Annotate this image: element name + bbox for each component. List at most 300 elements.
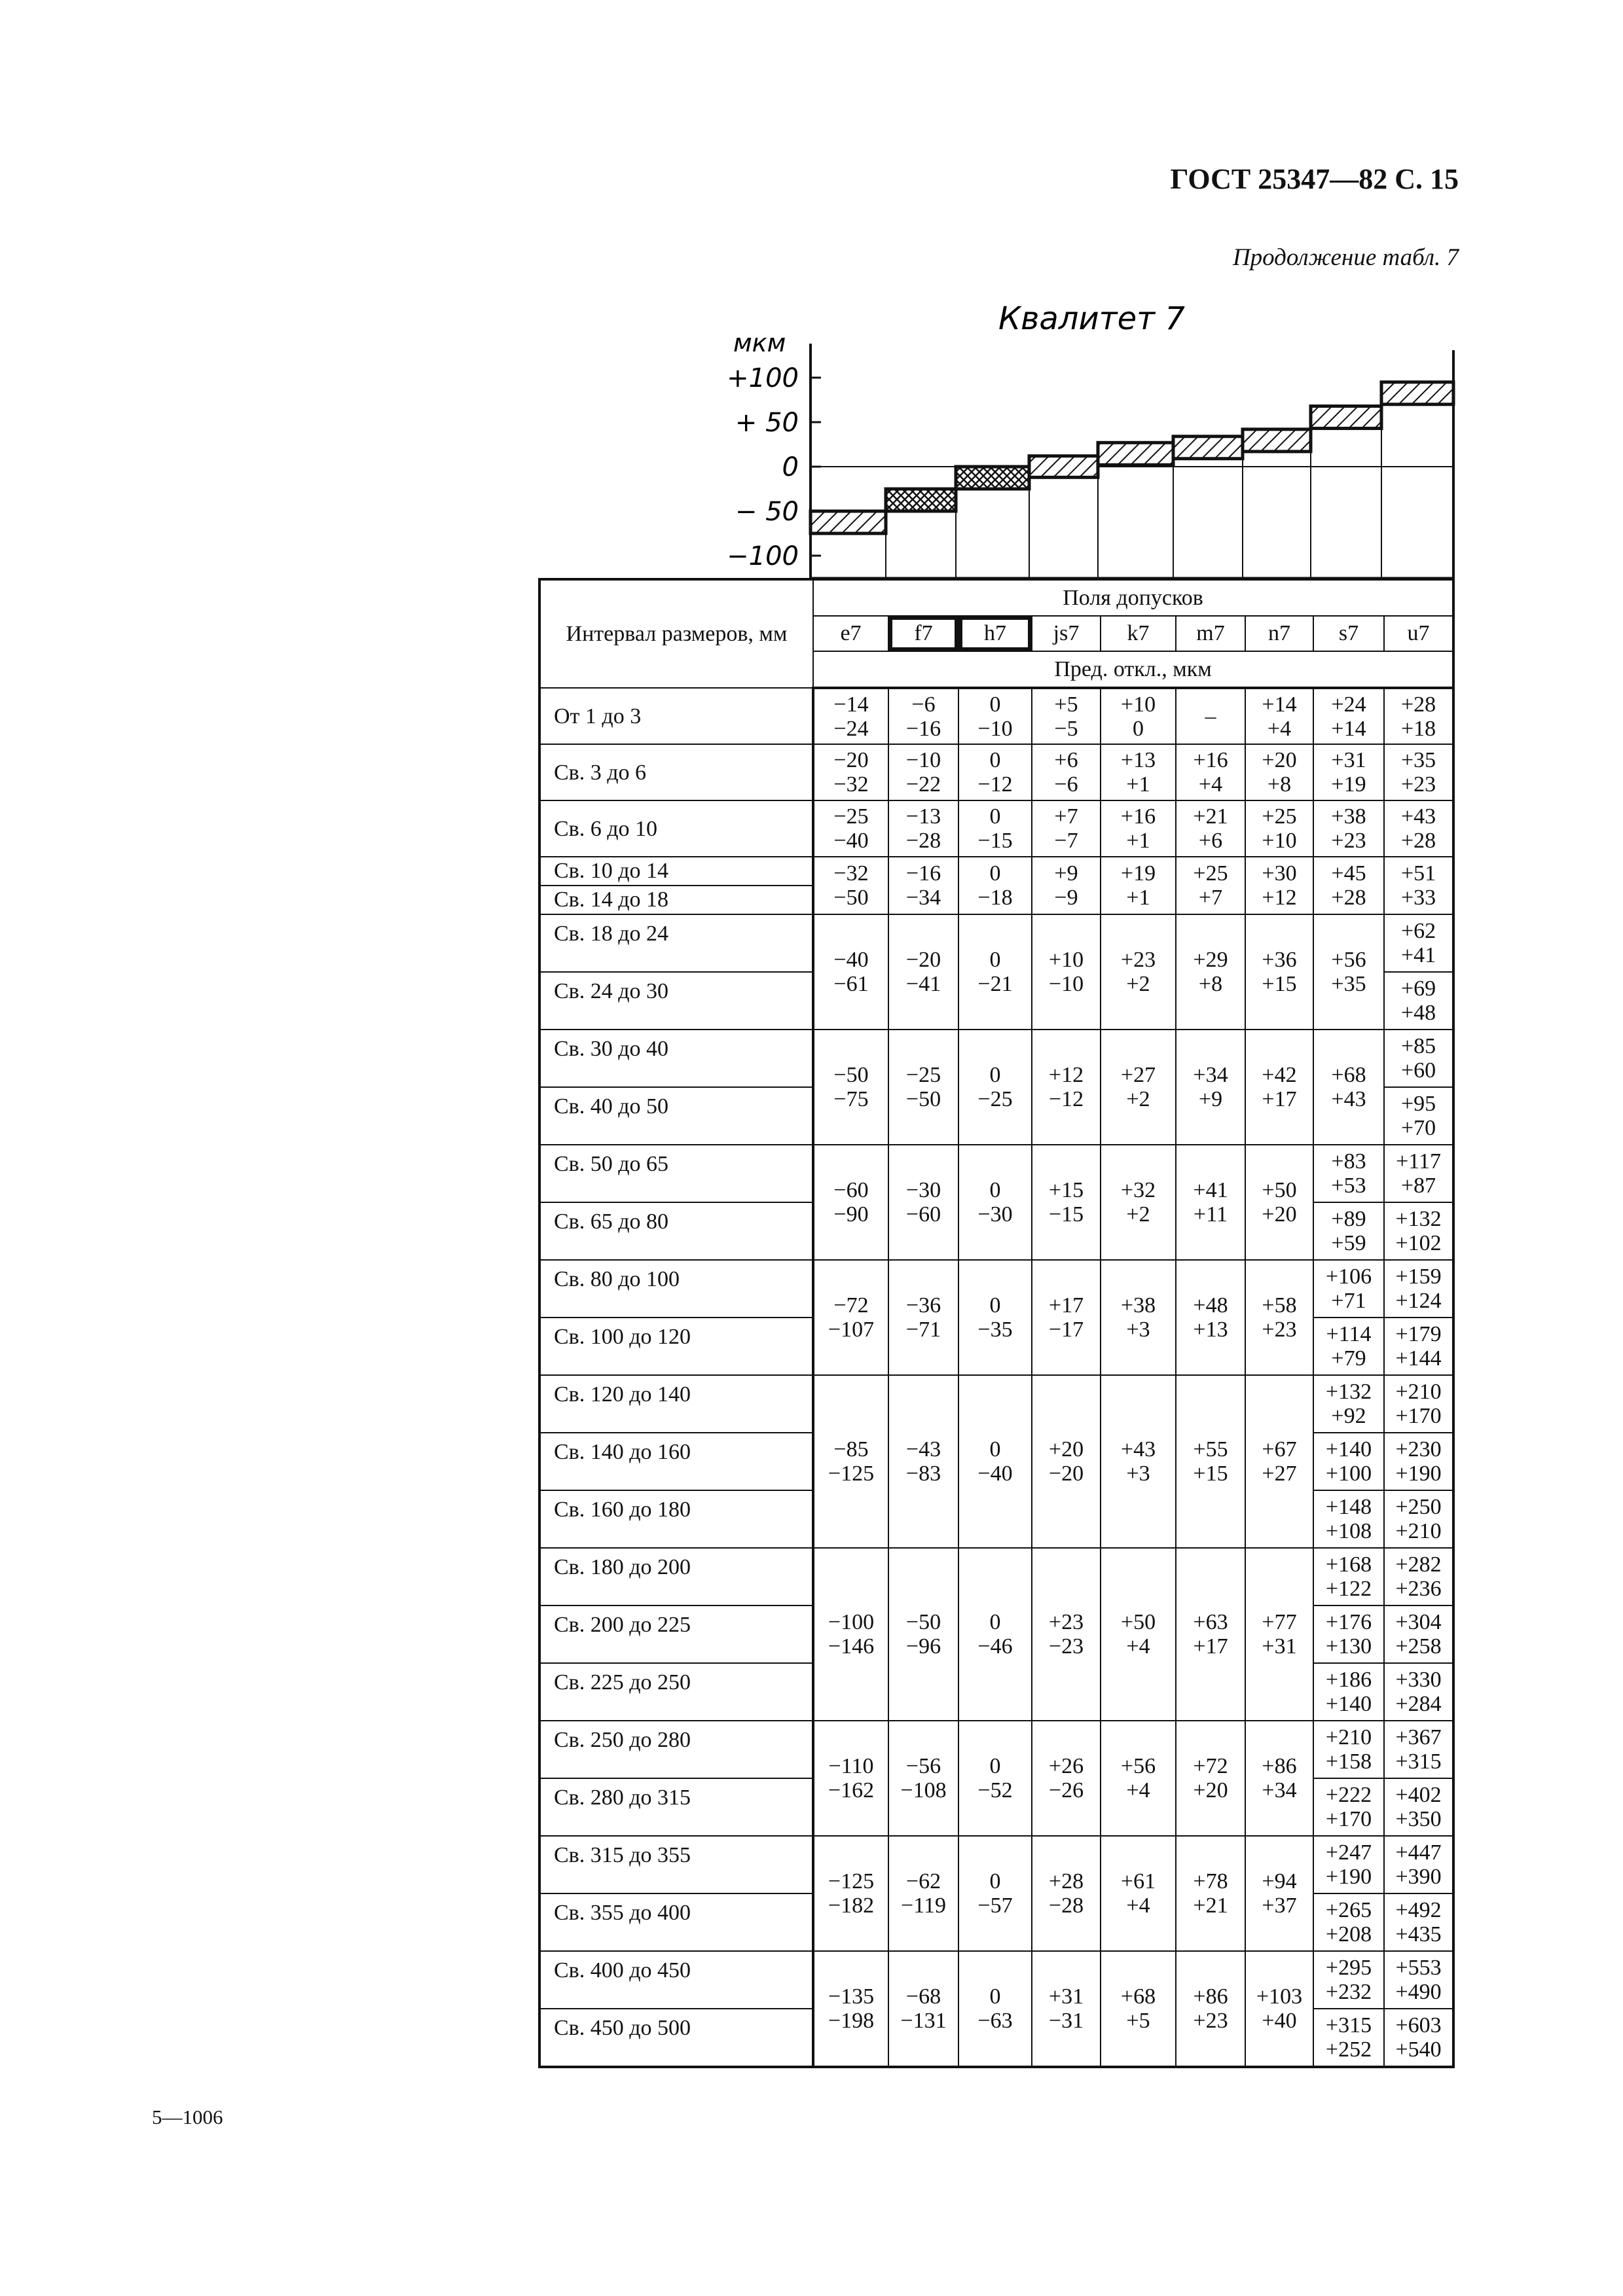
cell-k7 bbox=[1101, 744, 1176, 800]
deviation-value: +103 bbox=[1256, 1984, 1303, 2009]
cell-h7 bbox=[958, 744, 1032, 800]
cell-k7 bbox=[1101, 857, 1176, 914]
cell-s7 bbox=[1313, 744, 1384, 800]
deviation-value: +23 bbox=[1262, 1318, 1297, 1342]
deviation-value: +56 bbox=[1331, 948, 1366, 972]
deviation-value: +87 bbox=[1400, 1174, 1436, 1198]
y-tick-label: +100 bbox=[727, 363, 799, 393]
deviation-value: +77 bbox=[1262, 1610, 1297, 1634]
deviation-value: +60 bbox=[1400, 1058, 1436, 1083]
deviation-value: +1 bbox=[1126, 886, 1150, 910]
cell-m7 bbox=[1176, 688, 1245, 744]
deviation-value: +21 bbox=[1193, 1893, 1228, 1918]
deviation-value: +83 bbox=[1331, 1149, 1366, 1174]
deviation-value: −110 bbox=[828, 1754, 874, 1778]
deviation-value: 0 bbox=[989, 948, 1001, 972]
cell-m7 bbox=[1176, 1951, 1245, 2067]
deviation-value: +8 bbox=[1198, 972, 1223, 996]
cell-f7 bbox=[888, 1951, 958, 2067]
cell-k7 bbox=[1101, 1836, 1176, 1951]
deviation-value: −25 bbox=[905, 1063, 941, 1087]
cell-e7 bbox=[813, 914, 888, 1030]
deviation-value: −25 bbox=[833, 804, 869, 829]
deviation-value: +284 bbox=[1395, 1692, 1442, 1716]
deviation-value: +132 bbox=[1395, 1207, 1442, 1231]
table-row bbox=[539, 914, 1453, 972]
cell-s7 bbox=[1313, 1548, 1384, 1605]
tolerance-zone-s7 bbox=[1311, 406, 1381, 429]
deviation-value: −20 bbox=[833, 748, 869, 772]
cell-n7 bbox=[1245, 1375, 1313, 1548]
deviation-value: +43 bbox=[1120, 1437, 1156, 1462]
deviation-value: +32 bbox=[1120, 1178, 1156, 1202]
deviation-value: +117 bbox=[1396, 1149, 1442, 1174]
deviation-value: +210 bbox=[1395, 1380, 1442, 1404]
deviation-value: +2 bbox=[1126, 1202, 1150, 1227]
cell-k7 bbox=[1101, 1375, 1176, 1548]
deviation-value: +140 bbox=[1325, 1437, 1372, 1462]
deviation-value: +12 bbox=[1048, 1063, 1084, 1087]
size-interval-label: Св. 250 до 280 bbox=[539, 1721, 813, 1778]
deviation-value: +50 bbox=[1262, 1178, 1297, 1202]
size-interval-label: От 1 до 3 bbox=[539, 688, 813, 744]
deviation-value: +31 bbox=[1262, 1634, 1297, 1659]
cell-n7 bbox=[1245, 1260, 1313, 1375]
deviation-value: +108 bbox=[1325, 1519, 1372, 1543]
deviation-value: +158 bbox=[1325, 1749, 1372, 1774]
deviation-value: +26 bbox=[1048, 1754, 1084, 1778]
deviation-value: +7 bbox=[1198, 886, 1223, 910]
deviation-value: −5 bbox=[1054, 716, 1078, 741]
cell-s7 bbox=[1313, 914, 1384, 1030]
deviation-value: −15 bbox=[1048, 1202, 1084, 1227]
deviation-value: +140 bbox=[1325, 1692, 1372, 1716]
deviation-value: +447 bbox=[1395, 1840, 1442, 1865]
tolerance-zone-h7 bbox=[956, 467, 1029, 489]
deviation-value: +315 bbox=[1395, 1749, 1442, 1774]
deviation-value: +10 bbox=[1120, 692, 1156, 717]
cell-u7 bbox=[1384, 1202, 1453, 1260]
deviation-value: +159 bbox=[1395, 1265, 1442, 1289]
deviation-value: −100 bbox=[828, 1610, 875, 1634]
size-interval-label: Св. 180 до 200 bbox=[539, 1548, 813, 1605]
cell-e7 bbox=[813, 1836, 888, 1951]
cell-e7 bbox=[813, 744, 888, 800]
cell-k7 bbox=[1101, 1951, 1176, 2067]
cell-h7 bbox=[958, 1375, 1032, 1548]
cell-js7 bbox=[1032, 1721, 1101, 1836]
page-code: 5—1006 bbox=[152, 2106, 223, 2128]
deviation-value: −68 bbox=[905, 1984, 941, 2009]
cell-h7 bbox=[958, 688, 1032, 744]
cell-e7 bbox=[813, 1030, 888, 1145]
deviation-value: +9 bbox=[1198, 1087, 1223, 1111]
size-interval-label: Св. 14 до 18 bbox=[539, 886, 813, 914]
cell-e7 bbox=[813, 857, 888, 914]
deviation-value: +70 bbox=[1400, 1116, 1436, 1140]
field-header-js7: js7 bbox=[1032, 616, 1101, 651]
deviation-value: −50 bbox=[833, 886, 869, 910]
cell-e7 bbox=[813, 800, 888, 857]
y-tick-label: 0 bbox=[782, 452, 799, 482]
deviation-value: +48 bbox=[1400, 1001, 1436, 1025]
deviation-value: −28 bbox=[905, 829, 941, 853]
cell-f7 bbox=[888, 1721, 958, 1836]
cell-m7 bbox=[1176, 1030, 1245, 1145]
size-interval-label: Св. 50 до 65 bbox=[539, 1145, 813, 1202]
cell-k7 bbox=[1101, 1548, 1176, 1721]
cell-f7 bbox=[888, 1030, 958, 1145]
cell-h7 bbox=[958, 1721, 1032, 1836]
table-header-row bbox=[539, 579, 1453, 616]
cell-s7 bbox=[1313, 1951, 1384, 2009]
cell-m7 bbox=[1176, 800, 1245, 857]
deviation-value: +170 bbox=[1325, 1807, 1372, 1831]
cell-s7 bbox=[1313, 1836, 1384, 1893]
size-interval-label: Св. 6 до 10 bbox=[539, 800, 813, 857]
cell-f7 bbox=[888, 1836, 958, 1951]
deviation-value: +100 bbox=[1325, 1462, 1372, 1486]
column-header-interval: Интервал размеров, мм bbox=[539, 579, 813, 688]
tolerance-diagram bbox=[720, 291, 1460, 579]
cell-u7 bbox=[1384, 1260, 1453, 1318]
size-interval-label: Св. 200 до 225 bbox=[539, 1605, 813, 1663]
tolerance-zone-k7 bbox=[1098, 442, 1173, 465]
deviation-value: +68 bbox=[1120, 1984, 1156, 2009]
cell-s7 bbox=[1313, 2009, 1384, 2067]
deviation-value: +17 bbox=[1262, 1087, 1297, 1111]
deviation-value: +208 bbox=[1325, 1922, 1372, 1946]
deviation-value: +25 bbox=[1262, 804, 1297, 829]
deviation-value: +14 bbox=[1331, 716, 1366, 741]
deviation-value: −16 bbox=[905, 861, 941, 886]
size-interval-label: Св. 225 до 250 bbox=[539, 1663, 813, 1721]
cell-u7 bbox=[1384, 1605, 1453, 1663]
deviation-value: +48 bbox=[1193, 1293, 1228, 1318]
deviation-value: +58 bbox=[1262, 1293, 1297, 1318]
deviation-value: +540 bbox=[1395, 2037, 1442, 2062]
deviation-value: +130 bbox=[1325, 1634, 1372, 1659]
cell-s7 bbox=[1313, 1663, 1384, 1721]
diagram-unit: мкм bbox=[733, 329, 786, 357]
deviation-value: −32 bbox=[833, 772, 869, 797]
deviation-value: +34 bbox=[1193, 1063, 1228, 1087]
cell-m7 bbox=[1176, 1145, 1245, 1260]
cell-f7 bbox=[888, 1260, 958, 1375]
cell-s7 bbox=[1313, 1433, 1384, 1490]
deviation-value: +56 bbox=[1120, 1754, 1156, 1778]
cell-k7 bbox=[1101, 688, 1176, 744]
deviation-value: −17 bbox=[1048, 1318, 1084, 1342]
table-row bbox=[539, 857, 1453, 886]
deviation-value: +5 bbox=[1126, 2009, 1150, 2033]
deviation-value: +4 bbox=[1126, 1634, 1150, 1659]
deviation-value: +265 bbox=[1325, 1898, 1372, 1922]
cell-f7 bbox=[888, 1375, 958, 1548]
deviation-value: −34 bbox=[905, 886, 941, 910]
table-row bbox=[539, 800, 1453, 857]
deviation-value: +27 bbox=[1262, 1462, 1297, 1486]
deviation-value: −26 bbox=[1048, 1778, 1084, 1803]
document-reference: ГОСТ 25347—82 С. 15 bbox=[1170, 163, 1459, 195]
deviation-value: −40 bbox=[833, 829, 869, 853]
deviation-value: +30 bbox=[1262, 861, 1297, 886]
cell-u7 bbox=[1384, 1836, 1453, 1893]
cell-u7 bbox=[1384, 2009, 1453, 2067]
deviation-value: 0 bbox=[989, 804, 1001, 829]
deviation-value: +190 bbox=[1325, 1865, 1372, 1889]
deviation-value: −10 bbox=[905, 748, 941, 772]
deviation-value: +29 bbox=[1193, 948, 1228, 972]
deviation-value: −40 bbox=[833, 948, 869, 972]
cell-u7 bbox=[1384, 1318, 1453, 1375]
cell-e7 bbox=[813, 1951, 888, 2067]
tolerance-zone-n7 bbox=[1243, 429, 1311, 452]
deviation-value: +13 bbox=[1193, 1318, 1228, 1342]
deviation-value: +247 bbox=[1325, 1840, 1372, 1865]
deviation-value: −32 bbox=[833, 861, 869, 886]
deviation-value: −14 bbox=[833, 692, 869, 717]
deviation-value: +95 bbox=[1400, 1092, 1436, 1116]
deviation-value: +9 bbox=[1054, 861, 1078, 886]
deviation-value: +4 bbox=[1198, 772, 1223, 797]
cell-js7 bbox=[1032, 1951, 1101, 2067]
cell-n7 bbox=[1245, 1145, 1313, 1260]
deviation-value: −28 bbox=[1048, 1893, 1084, 1918]
deviation-value: +492 bbox=[1395, 1898, 1442, 1922]
deviation-value: −71 bbox=[905, 1318, 941, 1342]
tolerance-zone-f7 bbox=[886, 489, 956, 511]
deviation-value: +295 bbox=[1325, 1956, 1372, 1980]
deviation-value: −20 bbox=[1048, 1462, 1084, 1486]
deviation-value: +190 bbox=[1395, 1462, 1442, 1486]
table-row bbox=[539, 1145, 1453, 1202]
deviation-value: +86 bbox=[1262, 1754, 1297, 1778]
deviation-value: +27 bbox=[1120, 1063, 1156, 1087]
size-interval-label: Св. 18 до 24 bbox=[539, 914, 813, 972]
cell-h7 bbox=[958, 800, 1032, 857]
deviation-value: +330 bbox=[1395, 1668, 1442, 1692]
table-row bbox=[539, 1375, 1453, 1433]
cell-u7 bbox=[1384, 1951, 1453, 2009]
cell-h7 bbox=[958, 1836, 1032, 1951]
deviation-value: −23 bbox=[1048, 1634, 1084, 1659]
deviation-value: −9 bbox=[1054, 886, 1078, 910]
cell-s7 bbox=[1313, 1260, 1384, 1318]
field-header-h7: h7 bbox=[958, 616, 1032, 651]
size-interval-label: Св. 280 до 315 bbox=[539, 1778, 813, 1836]
deviation-value: −30 bbox=[977, 1202, 1013, 1227]
cell-u7 bbox=[1384, 857, 1453, 914]
cell-n7 bbox=[1245, 1951, 1313, 2067]
deviation-value: +232 bbox=[1325, 1980, 1372, 2004]
deviation-value: +230 bbox=[1395, 1437, 1442, 1462]
deviation-value: −131 bbox=[900, 2009, 947, 2033]
deviation-value: −12 bbox=[977, 772, 1013, 797]
table-row bbox=[539, 1548, 1453, 1605]
deviation-value: +19 bbox=[1120, 861, 1156, 886]
table-row bbox=[539, 1030, 1453, 1087]
deviation-value: +252 bbox=[1325, 2037, 1372, 2062]
deviation-value: −85 bbox=[833, 1437, 869, 1462]
cell-js7 bbox=[1032, 1548, 1101, 1721]
cell-f7 bbox=[888, 1548, 958, 1721]
deviation-value: +282 bbox=[1395, 1552, 1442, 1577]
deviation-value: −182 bbox=[828, 1893, 875, 1918]
deviation-value: +21 bbox=[1193, 804, 1228, 829]
cell-n7 bbox=[1245, 688, 1313, 744]
deviation-value: +122 bbox=[1325, 1577, 1372, 1601]
table-continuation-note: Продолжение табл. 7 bbox=[1232, 244, 1459, 271]
deviation-value: +176 bbox=[1325, 1610, 1372, 1634]
deviation-value: +17 bbox=[1193, 1634, 1228, 1659]
cell-u7 bbox=[1384, 1087, 1453, 1145]
cell-js7 bbox=[1032, 744, 1101, 800]
deviation-value: 0 bbox=[989, 1178, 1001, 1202]
deviation-value: +36 bbox=[1262, 948, 1297, 972]
table-row bbox=[539, 1836, 1453, 1893]
deviation-value: 0 bbox=[989, 1610, 1001, 1634]
cell-h7 bbox=[958, 1260, 1032, 1375]
deviation-value: +2 bbox=[1126, 1087, 1150, 1111]
cell-k7 bbox=[1101, 1030, 1176, 1145]
cell-m7 bbox=[1176, 857, 1245, 914]
deviation-value: +35 bbox=[1400, 748, 1436, 772]
size-interval-label: Св. 355 до 400 bbox=[539, 1893, 813, 1951]
deviation-value: +490 bbox=[1395, 1980, 1442, 2004]
deviation-value: −107 bbox=[828, 1318, 875, 1342]
table-row bbox=[539, 688, 1453, 744]
deviation-value: +250 bbox=[1395, 1495, 1442, 1519]
deviation-value: +102 bbox=[1395, 1231, 1442, 1255]
deviation-value: +23 bbox=[1120, 948, 1156, 972]
cell-u7 bbox=[1384, 972, 1453, 1030]
cell-js7 bbox=[1032, 857, 1101, 914]
deviation-value: −41 bbox=[905, 972, 941, 996]
cell-u7 bbox=[1384, 1893, 1453, 1951]
deviation-value: +10 bbox=[1048, 948, 1084, 972]
deviation-value: −72 bbox=[833, 1293, 869, 1318]
cell-js7 bbox=[1032, 914, 1101, 1030]
deviation-value: 0 bbox=[989, 748, 1001, 772]
deviation-value: +603 bbox=[1395, 2013, 1442, 2037]
cell-f7 bbox=[888, 800, 958, 857]
size-interval-label: Св. 65 до 80 bbox=[539, 1202, 813, 1260]
deviation-value: −125 bbox=[828, 1462, 875, 1486]
size-interval-label: Св. 24 до 30 bbox=[539, 972, 813, 1030]
deviation-value: +72 bbox=[1193, 1754, 1228, 1778]
deviation-value: +33 bbox=[1400, 886, 1436, 910]
deviation-value: +15 bbox=[1048, 1178, 1084, 1202]
deviation-value: +28 bbox=[1048, 1869, 1084, 1893]
deviation-value: 0 bbox=[1133, 716, 1144, 741]
deviation-value: +23 bbox=[1193, 2009, 1228, 2033]
cell-n7 bbox=[1245, 744, 1313, 800]
deviation-value: −6 bbox=[1054, 772, 1078, 797]
deviation-value: +28 bbox=[1400, 829, 1436, 853]
deviation-value: 0 bbox=[989, 1984, 1001, 2009]
deviation-value: +43 bbox=[1331, 1087, 1366, 1111]
cell-s7 bbox=[1313, 1893, 1384, 1951]
cell-e7 bbox=[813, 1548, 888, 1721]
field-header-k7: k7 bbox=[1101, 616, 1176, 651]
cell-k7 bbox=[1101, 800, 1176, 857]
cell-n7 bbox=[1245, 914, 1313, 1030]
deviation-value: +10 bbox=[1262, 829, 1297, 853]
deviation-value: +42 bbox=[1262, 1063, 1297, 1087]
deviation-value: +92 bbox=[1331, 1404, 1366, 1428]
deviation-value: +4 bbox=[1126, 1778, 1150, 1803]
deviation-value: +68 bbox=[1331, 1063, 1366, 1087]
deviation-value: +28 bbox=[1400, 692, 1436, 717]
deviation-value: +4 bbox=[1126, 1893, 1150, 1918]
deviation-value: −96 bbox=[905, 1634, 941, 1659]
cell-m7 bbox=[1176, 1721, 1245, 1836]
cell-k7 bbox=[1101, 1260, 1176, 1375]
deviation-value: +3 bbox=[1126, 1462, 1150, 1486]
deviation-value: +17 bbox=[1048, 1293, 1084, 1318]
cell-js7 bbox=[1032, 1260, 1101, 1375]
column-header-deviation: Пред. откл., мкм bbox=[813, 651, 1453, 688]
tolerance-table bbox=[538, 578, 1455, 2068]
cell-js7 bbox=[1032, 1030, 1101, 1145]
cell-s7 bbox=[1313, 1030, 1384, 1145]
deviation-value: +24 bbox=[1331, 692, 1366, 717]
deviation-value: +367 bbox=[1395, 1725, 1442, 1749]
deviation-value: +78 bbox=[1193, 1869, 1228, 1893]
deviation-value: −50 bbox=[905, 1610, 941, 1634]
tolerance-zone-e7 bbox=[811, 511, 886, 533]
cell-js7 bbox=[1032, 688, 1101, 744]
deviation-value: 0 bbox=[989, 1437, 1001, 1462]
deviation-value: +53 bbox=[1331, 1174, 1366, 1198]
deviation-value: +35 bbox=[1331, 972, 1366, 996]
deviation-value: +148 bbox=[1325, 1495, 1372, 1519]
deviation-value: +106 bbox=[1325, 1265, 1372, 1289]
deviation-value: −24 bbox=[833, 716, 869, 741]
deviation-value: −12 bbox=[1048, 1087, 1084, 1111]
deviation-value: +210 bbox=[1325, 1725, 1372, 1749]
deviation-value: −60 bbox=[833, 1178, 869, 1202]
cell-u7 bbox=[1384, 1663, 1453, 1721]
cell-m7 bbox=[1176, 1260, 1245, 1375]
cell-u7 bbox=[1384, 688, 1453, 744]
cell-u7 bbox=[1384, 1433, 1453, 1490]
size-interval-label: Св. 80 до 100 bbox=[539, 1260, 813, 1318]
cell-s7 bbox=[1313, 1605, 1384, 1663]
deviation-value: −125 bbox=[828, 1869, 875, 1893]
tolerance-zone-js7 bbox=[1029, 456, 1098, 478]
deviation-value: +37 bbox=[1262, 1893, 1297, 1918]
deviation-value: +61 bbox=[1120, 1869, 1156, 1893]
size-interval-label: Св. 100 до 120 bbox=[539, 1318, 813, 1375]
cell-u7 bbox=[1384, 1778, 1453, 1836]
deviation-value: −13 bbox=[905, 804, 941, 829]
tolerance-zone-m7 bbox=[1173, 437, 1243, 459]
deviation-value: +86 bbox=[1193, 1984, 1228, 2009]
cell-u7 bbox=[1384, 744, 1453, 800]
cell-u7 bbox=[1384, 914, 1453, 972]
deviation-value: +79 bbox=[1331, 1346, 1366, 1371]
cell-s7 bbox=[1313, 688, 1384, 744]
cell-s7 bbox=[1313, 1490, 1384, 1548]
deviation-value: −36 bbox=[905, 1293, 941, 1318]
deviation-value: +51 bbox=[1400, 861, 1436, 886]
deviation-value: +390 bbox=[1395, 1865, 1442, 1889]
cell-h7 bbox=[958, 1145, 1032, 1260]
deviation-value: +19 bbox=[1331, 772, 1366, 797]
deviation-value: −35 bbox=[977, 1318, 1013, 1342]
